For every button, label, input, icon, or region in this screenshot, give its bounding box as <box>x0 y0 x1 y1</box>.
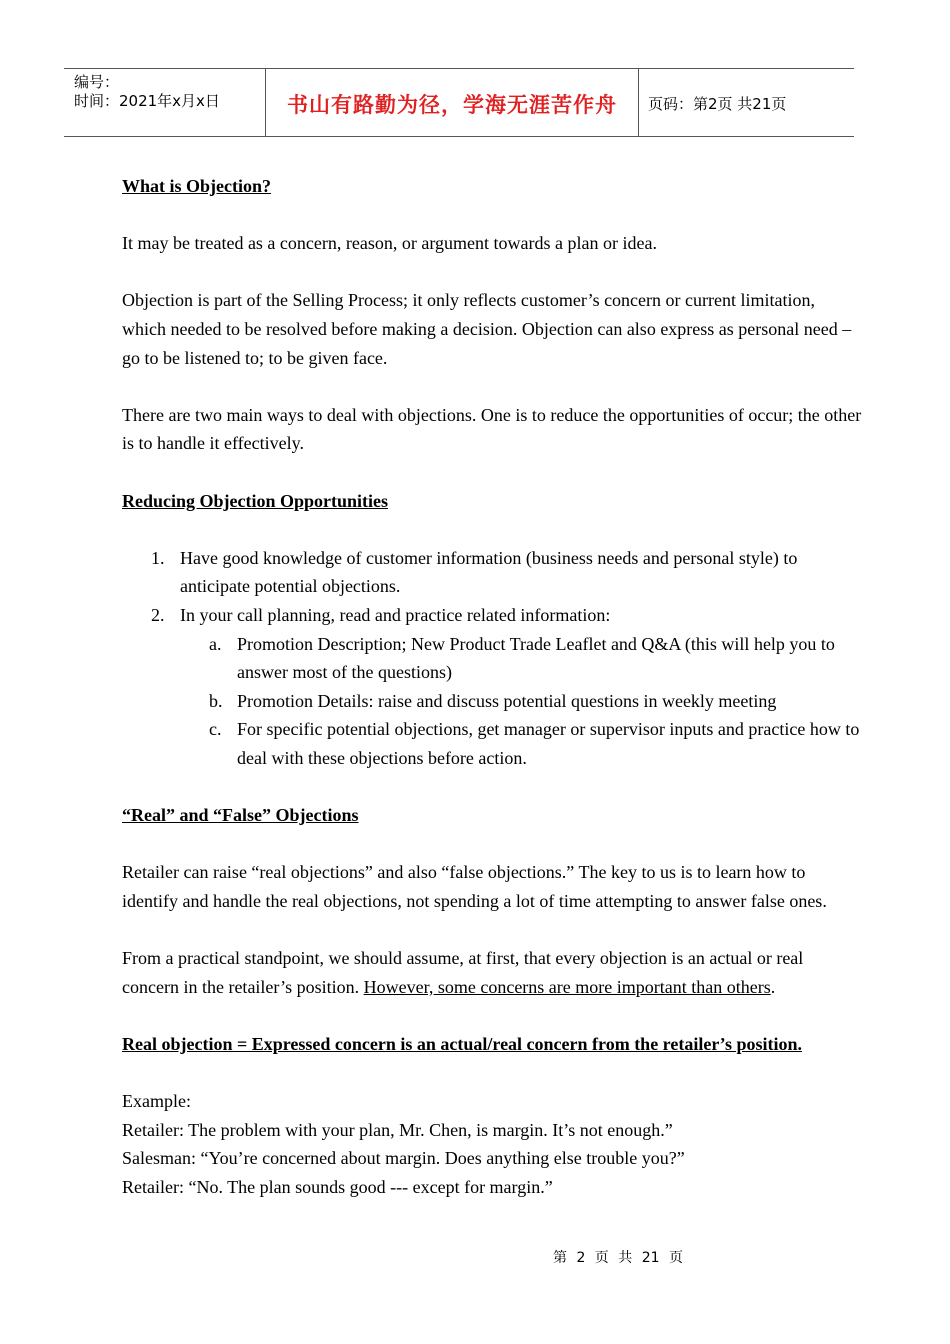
paragraph-practical-line-1: From a practical standpoint, we should assume, at first, that every objection is an actual or real <box>122 948 804 969</box>
code-label: 编号： <box>74 73 120 91</box>
example-label: Example: <box>122 1091 191 1111</box>
motto: 书山有路勤为径，学海无涯苦作舟 <box>287 93 617 117</box>
heading-reducing-opportunities: Reducing Objection Opportunities <box>122 490 389 511</box>
sub-list-item <box>122 715 914 772</box>
paragraph-ways-line-1: There are two main ways to deal with objections. One is to reduce the opportunities of occur; the other <box>122 404 862 425</box>
page-header <box>64 68 854 137</box>
list-marker: c. <box>209 719 222 740</box>
list-item-text: answer most of the questions) <box>237 662 452 683</box>
list-marker: b. <box>209 690 223 711</box>
practical-text: concern in the retailer’s position. <box>122 976 360 997</box>
sub-list-item <box>122 687 914 716</box>
header-page-cell <box>639 69 854 136</box>
heading-real-objection-definition: Real objection = Expressed concern is an actual/real concern from the retailer’s position. <box>122 1033 802 1054</box>
sub-list-item <box>122 630 914 687</box>
time-line: 时间：2021年x月x日 <box>74 92 220 110</box>
document-body <box>122 172 914 1201</box>
paragraph-definition: It may be treated as a concern, reason, or argument towards a plan or idea. <box>122 233 657 254</box>
paragraph-process-line-3: go to be listened to; to be given face. <box>122 347 388 368</box>
practical-underlined-text: However, some concerns are more important than others <box>363 976 771 997</box>
example-line: Retailer: “No. The plan sounds good --- except for margin.” <box>122 1176 553 1197</box>
list-item-text: deal with these objections before action. <box>237 747 527 768</box>
heading-real-false-objections: “Real” and “False” Objections <box>122 805 359 826</box>
paragraph-ways-line-2: is to handle it effectively. <box>122 433 304 454</box>
list-item <box>122 601 914 630</box>
example-line: Salesman: “You’re concerned about margin. Does anything else trouble you?” <box>122 1148 685 1169</box>
paragraph-retailer-line-1: Retailer can raise “real objections” and also “false objections.” The key to us is to learn how to <box>122 862 806 883</box>
list-item-text: For specific potential objections, get manager or supervisor inputs and practice how to <box>237 719 860 740</box>
example-line: Retailer: The problem with your plan, Mr. Chen, is margin. It’s not enough.” <box>122 1119 673 1140</box>
page-footer: 第 2 页 共 21 页 <box>553 1250 683 1266</box>
list-marker: 2. <box>151 604 165 625</box>
list-item-text: anticipate potential objections. <box>180 576 401 597</box>
header-motto-cell <box>266 69 639 136</box>
list-item-text: Promotion Details: raise and discuss potential questions in weekly meeting <box>237 690 777 711</box>
header-meta-cell <box>64 69 266 136</box>
page-info: 页码：第2页 共21页 <box>648 95 787 113</box>
paragraph-practical-line-2 <box>122 973 914 1002</box>
list-item <box>122 544 914 601</box>
paragraph-process-line-2: which needed to be resolved before making a decision. Objection can also express as personal need – <box>122 318 852 339</box>
practical-period: . <box>770 976 776 997</box>
list-item-text: In your call planning, read and practice related information: <box>180 604 611 625</box>
list-item-text: Promotion Description; New Product Trade Leaflet and Q&A (this will help you to <box>237 633 835 654</box>
list-marker: 1. <box>151 547 165 568</box>
list-marker: a. <box>209 633 222 654</box>
list-item-text: Have good knowledge of customer information (business needs and personal style) to <box>180 547 798 568</box>
paragraph-retailer-line-2: identify and handle the real objections, not spending a lot of time attempting to answer false ones. <box>122 890 827 911</box>
paragraph-process-line-1: Objection is part of the Selling Process; it only reflects customer’s concern or current limitation, <box>122 290 815 311</box>
heading-what-is-objection: What is Objection? <box>122 176 272 196</box>
